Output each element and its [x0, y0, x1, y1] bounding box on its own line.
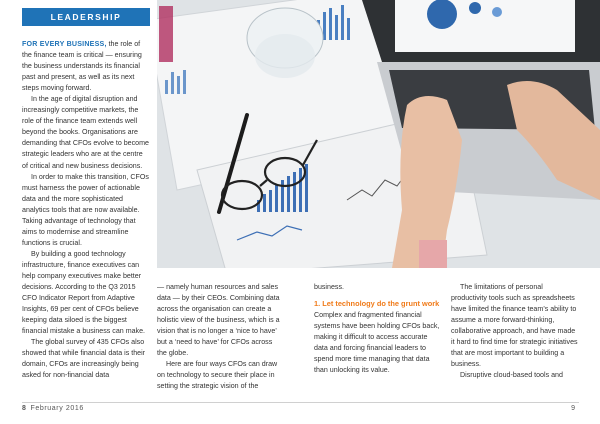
- paragraph: — namely human resources and sales data — by their CEOs. Combining data across the organisation can create a holistic view of the business, which is a vision that is no longer a ‘nice to have’ but a ‘need to have’ for CFOs across the globe.: [157, 283, 280, 358]
- paragraph: Here are four ways CFOs can draw on technology to secure their place in setting the strategic vision of the: [157, 360, 278, 391]
- paragraph: Complex and fragmented financial systems have been holding CFOs back, making it difficult to access accurate data and forcing financial leaders to spend more time managing that data than unlocking its value.: [314, 311, 440, 375]
- issue-date: February 2016: [30, 405, 84, 412]
- article-column-2: [157, 282, 284, 392]
- paragraph: By building a good technology infrastructure, finance executives can help company executives make better decisions. According to the Q3 2015 CFO Indicator Report from Adaptive Insights, 69 per cent of CFOs believe keeping data siloed is the biggest financial mistake a business can make.: [22, 249, 146, 336]
- footer-rule: [22, 402, 579, 403]
- paragraph: FOR EVERY BUSINESS, the role of the finance team is critical — ensuring the business understands its financial past and present, as well as its next steps moving forward.: [22, 40, 142, 93]
- hero-photo: [157, 0, 600, 268]
- paragraph: The global survey of 435 CFOs also showed that while financial data is their domain, CFOs are increasingly being asked for non-financial data: [22, 338, 146, 380]
- subheading: 1. Let technology do the grunt work: [314, 299, 440, 309]
- photo-illustration: [157, 0, 600, 268]
- paragraph: Disruptive cloud-based tools and: [460, 371, 563, 380]
- page-footer: [22, 399, 579, 419]
- footer-left: [22, 405, 84, 412]
- article-column-1: [22, 39, 150, 381]
- paragraph: In order to make this transition, CFOs must harness the power of actionable data and the more sophisticated analytics tools that are now available. Taking advantage of technology that aims to modernise and streamline functions is crucial.: [22, 172, 149, 247]
- article-column-3: [314, 282, 442, 376]
- lead-in: FOR EVERY BUSINESS,: [22, 40, 107, 48]
- paragraph: business.: [314, 283, 344, 291]
- paragraph: In the age of digital disruption and increasingly competitive markets, the role of the finance team extends well beyond the books. Organisations are demanding that CFOs evolve to become strategic leaders who are at the centre of critical and new business decisions.: [22, 95, 149, 170]
- section-tag: LEADERSHIP: [22, 8, 150, 26]
- paragraph: The limitations of personal productivity tools such as spreadsheets have limited the finance team’s ability to assume a more forward-thinking, collaborative approach, and have made it hard to find time for strategic initiatives that are most important to building a business.: [451, 283, 578, 369]
- page-number-left: 8: [22, 405, 27, 412]
- article-column-4: [451, 282, 579, 381]
- page-number-right: 9: [571, 405, 575, 412]
